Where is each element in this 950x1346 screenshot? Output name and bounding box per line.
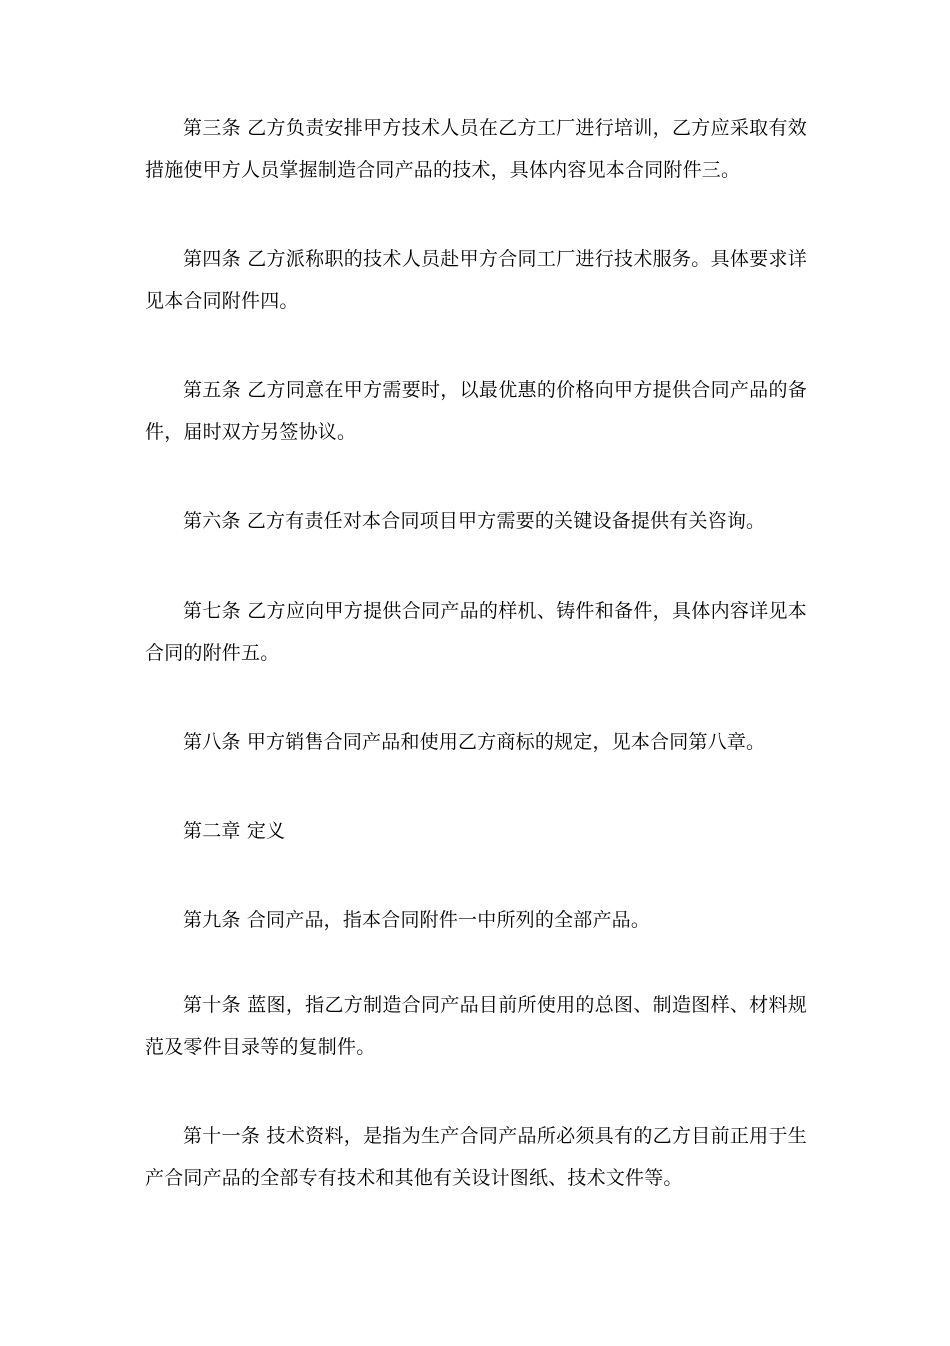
article-3-paragraph: 第三条 乙方负责安排甲方技术人员在乙方工厂进行培训，乙方应采取有效措施使甲方人员掌握制造合同产品的技术，具体内容见本合同附件三。: [145, 117, 807, 181]
article-5-paragraph: 第五条 乙方同意在甲方需要时，以最优惠的价格向甲方提供合同产品的备件，届时双方另签协议。: [145, 379, 807, 443]
article-4-paragraph: 第四条 乙方派称职的技术人员赴甲方合同工厂进行技术服务。具体要求详见本合同附件四。: [145, 248, 807, 312]
article-7-paragraph: 第七条 乙方应向甲方提供合同产品的样机、铸件和备件，具体内容详见本合同的附件五。: [145, 600, 807, 664]
chapter-2-heading: 第二章 定义: [183, 820, 286, 842]
article-9-paragraph: 第九条 合同产品，指本合同附件一中所列的全部产品。: [183, 909, 651, 931]
article-11-paragraph: 第十一条 技术资料，是指为生产合同产品所必须具有的乙方目前正用于生产合同产品的全部专有技术和其他有关设计图纸、技术文件等。: [145, 1125, 807, 1189]
article-6-paragraph: 第六条 乙方有责任对本合同项目甲方需要的关键设备提供有关咨询。: [183, 510, 766, 532]
article-8-paragraph: 第八条 甲方销售合同产品和使用乙方商标的规定，见本合同第八章。: [183, 731, 766, 753]
article-10-paragraph: 第十条 蓝图，指乙方制造合同产品目前所使用的总图、制造图样、材料规范及零件目录等的复制件。: [145, 994, 807, 1058]
